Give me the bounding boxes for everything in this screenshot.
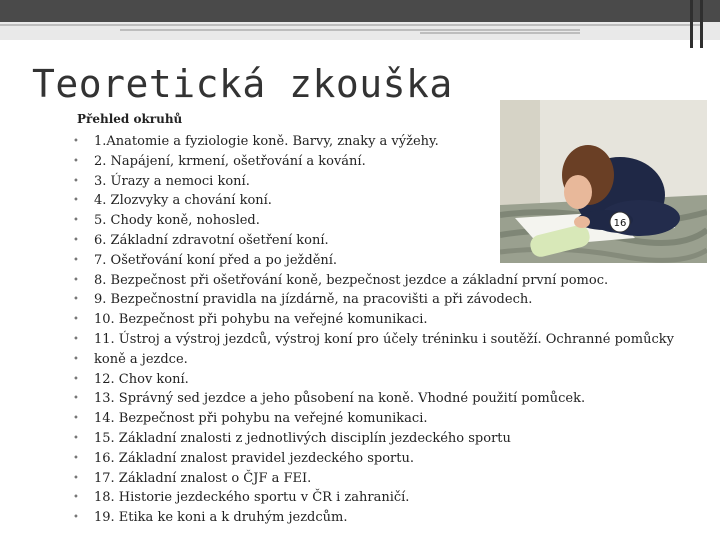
list-item-text: 2. Napájení, krmení, ošetřování a kování. [94,153,366,169]
divider [120,29,580,31]
bullet-icon: • [73,432,79,444]
bullet-icon: • [73,353,79,365]
list-item-text: 13. Správný sed jezdce a jeho působení na koně. Vhodné použití pomůcek. [94,391,586,407]
list-item-text: 16. Základní znalost pravidel jezdeckého sportu. [94,450,414,466]
page-title: Teoretická zkouška [32,62,453,106]
list-item [73,290,713,310]
list-item [73,488,713,508]
list-item [73,469,713,489]
list-item [73,172,713,192]
list-item [73,449,713,469]
bullet-icon: • [73,195,79,207]
decorative-lines [0,22,720,40]
list-item-text: 3. Úrazy a nemoci koní. [94,173,250,189]
list-item [73,211,713,231]
list-item [73,350,713,370]
bullet-icon: • [73,373,79,385]
bullet-icon: • [73,254,79,266]
list-item-text: 8. Bezpečnost při ošetřování koně, bezpečnost jezdce a základní první pomoc. [94,272,609,288]
list-item [73,191,713,211]
list-item-text: 10. Bezpečnost při pohybu na veřejné komunikaci. [94,312,428,328]
bullet-icon: • [73,492,79,504]
bullet-icon: • [73,234,79,246]
list-item [73,370,713,390]
list-item [73,508,713,528]
list-item [73,132,713,152]
list-item-text: 14. Bezpečnost při pohybu na veřejné komunikaci. [94,411,428,427]
bullet-icon: • [73,512,79,524]
bullet-icon: • [73,452,79,464]
list-item-text: 5. Chody koně, nohosled. [94,213,260,229]
list-item [73,271,713,291]
list-item-text: 11. Ústroj a výstroj jezdců, výstroj koní pro účely tréninku i soutěží. Ochranné pomůcky [94,331,674,347]
bullet-icon: • [73,136,79,147]
list-item-text: 9. Bezpečnostní pravidla na jízdárně, na pracovišti a při závodech. [94,292,533,308]
divider [420,32,580,34]
divider [0,24,700,26]
list-item-text: 1.Anatomie a fyziologie koně. Barvy, znaky a výžehy. [94,134,439,149]
bullet-icon: • [73,215,79,227]
list-item [73,389,713,409]
divider [700,0,703,48]
list-item [73,251,713,271]
list-item [73,310,713,330]
bullet-icon: • [73,333,79,345]
list-item-text: 12. Chov koní. [94,371,189,387]
list-item [73,409,713,429]
bullet-icon: • [73,393,79,405]
bullet-icon: • [73,175,79,187]
bullet-icon: • [73,294,79,306]
topic-list [73,132,713,528]
top-bar [0,0,720,22]
bullet-icon: • [73,413,79,425]
list-item [73,231,713,251]
bullet-icon: • [73,472,79,484]
list-item-text: koně a jezdce. [94,351,188,367]
list-item-text: 15. Základní znalosti z jednotlivých disciplín jezdeckého sportu [94,430,511,446]
list-item-text: 17. Základní znalost o ČJF a FEI. [94,470,312,486]
list-item-text: 4. Zlozvyky a chování koní. [94,193,272,209]
bullet-icon: • [73,155,79,167]
list-item-text: 7. Ošetřování koní před a po ježdění. [94,252,338,268]
list-item-text: 18. Historie jezdeckého sportu v ČR i zahraničí. [94,490,410,506]
list-item-text: 6. Základní zdravotní ošetření koní. [94,232,329,248]
bullet-icon: • [73,314,79,326]
list-item [73,152,713,172]
bullet-icon: • [73,274,79,286]
divider [690,0,693,48]
list-item-text: 19. Etika ke koni a k druhým jezdcům. [94,510,348,526]
photo-badge-number: 16 [613,218,627,229]
subheading: Přehled okruhů [77,112,183,126]
list-item [73,429,713,449]
list-item [73,330,713,350]
